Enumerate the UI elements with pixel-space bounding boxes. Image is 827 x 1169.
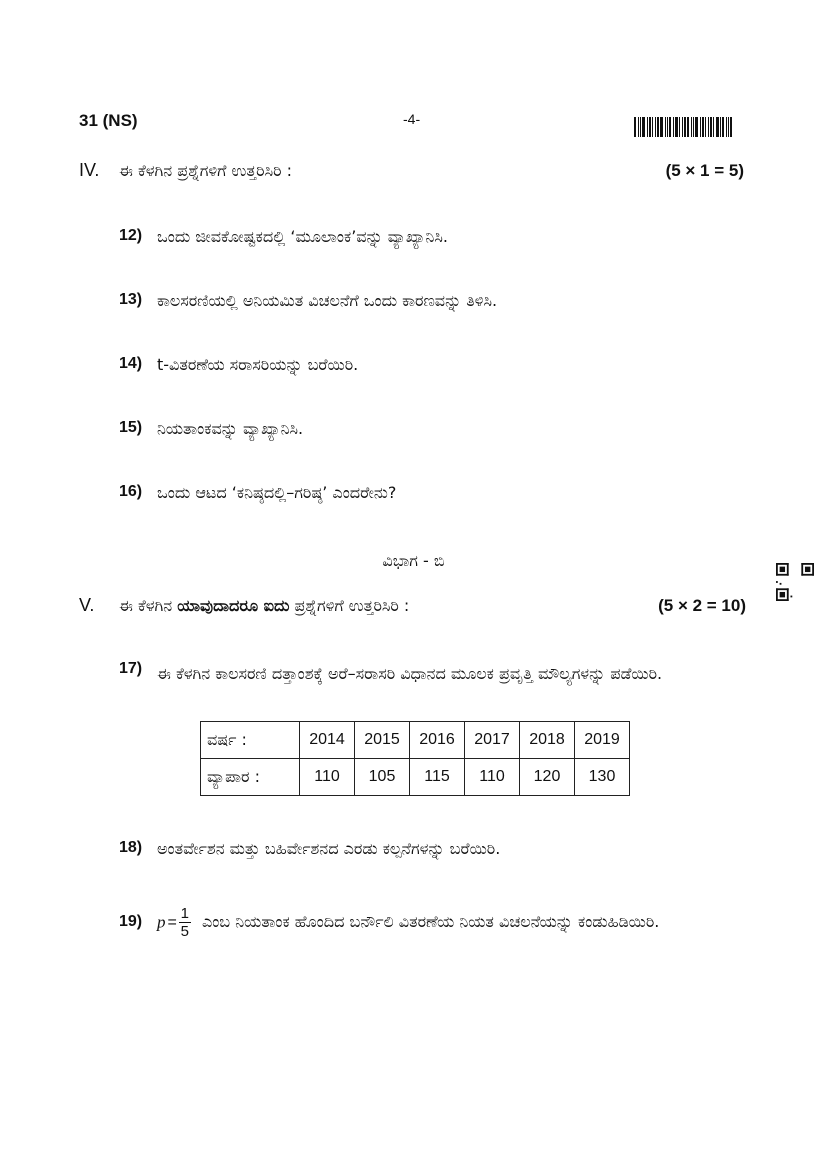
table-cell: 120 <box>520 759 575 796</box>
question-text: ಕಾಲಸರಣಿಯಲ್ಲಿ ಅನಿಯಮಿತ ವಿಚಲನೆಗೆ ಒಂದು ಕಾರಣವನ್ನು ತಿಳಿಸಿ. <box>157 291 498 310</box>
question-number: 16) <box>119 483 143 500</box>
variable-p: p <box>157 912 166 932</box>
table-cell: 2016 <box>410 722 465 759</box>
fraction-denominator: 5 <box>180 923 190 940</box>
section-v-marks: (5 × 2 = 10) <box>658 596 746 615</box>
question-18 <box>119 839 500 859</box>
table-cell: 2019 <box>575 722 630 759</box>
fraction <box>179 905 191 940</box>
table-row-label: ವ್ಯಾಪಾರ : <box>201 759 300 796</box>
table-cell: 130 <box>575 759 630 796</box>
question-text: t-ವಿತರಣೆಯ ಸರಾಸರಿಯನ್ನು ಬರೆಯಿರಿ. <box>157 355 359 374</box>
question-14 <box>119 355 358 375</box>
table-cell: 115 <box>410 759 465 796</box>
barcode <box>634 117 744 137</box>
question-number: 14) <box>119 355 143 372</box>
table-row <box>201 722 630 759</box>
question-text: ನಿಯತಾಂಕವನ್ನು ವ್ಯಾಖ್ಯಾನಿಸಿ. <box>157 419 304 438</box>
section-iv-instruction: ಈ ಕೆಳಗಿನ ಪ್ರಶ್ನೆಗಳಿಗೆ ಉತ್ತರಿಸಿರಿ : <box>119 161 293 180</box>
question-text-block <box>157 905 753 940</box>
instruction-emphasis: ಯಾವುದಾದರೂ ಐದು <box>177 596 290 615</box>
table-row-label: ವರ್ಷ : <box>201 722 300 759</box>
question-number: 13) <box>119 291 143 308</box>
table-row <box>201 759 630 796</box>
section-v-number: V. <box>79 595 95 615</box>
instruction-pre: ಈ ಕೆಳಗಿನ <box>119 596 178 615</box>
question-19 <box>119 905 753 940</box>
table-cell: 110 <box>300 759 355 796</box>
question-13 <box>119 291 497 311</box>
time-series-table <box>200 721 630 796</box>
question-number: 17) <box>119 660 143 677</box>
question-number: 15) <box>119 419 143 436</box>
question-text: ಅಂತರ್ವೇಶನ ಮತ್ತು ಬಹಿರ್ವೇಶನದ ಎರಡು ಕಲ್ಪನೆಗಳನ್ನು ಬರೆಯಿರಿ. <box>157 839 501 858</box>
paper-code: 31 (NS) <box>79 111 138 130</box>
question-text: ಎಂಬ ನಿಯತಾಂಕ ಹೊಂದಿದ ಬರ್ನೌಲಿ ವಿತರಣೆಯ ನಿಯತ ವಿಚಲನೆಯನ್ನು ಕಂಡುಹಿಡಿಯಿರಿ. <box>201 912 660 931</box>
page-number: -4- <box>403 111 421 127</box>
question-12 <box>119 227 448 247</box>
table-cell: 2018 <box>520 722 575 759</box>
table-cell: 110 <box>465 759 520 796</box>
question-16 <box>119 483 396 503</box>
table-cell: 2015 <box>355 722 410 759</box>
fraction-numerator: 1 <box>180 905 190 922</box>
equals-sign: = <box>167 913 177 931</box>
section-iv-number: IV. <box>79 160 100 180</box>
section-v-instruction <box>119 596 409 616</box>
question-number: 18) <box>119 839 143 856</box>
question-text: ಈ ಕೆಳಗಿನ ಕಾಲಸರಣಿ ದತ್ತಾಂಶಕ್ಕೆ ಅರೆ–ಸರಾಸರಿ ವಿಧಾನದ ಮೂಲಕ ಪ್ರವೃತ್ತಿ ಮೌಲ್ಯಗಳನ್ನು ಪಡೆಯಿರಿ. <box>157 664 663 683</box>
question-text: ಒಂದು ಜೀವಕೋಷ್ಟಕದಲ್ಲಿ ‘ಮೂಲಾಂಕ’ವನ್ನು ವ್ಯಾಖ್ಯಾನಿಸಿ. <box>157 227 448 246</box>
part-b-title: ವಿಭಾಗ - ಬಿ <box>382 551 445 570</box>
table-cell: 2017 <box>465 722 520 759</box>
table-cell: 105 <box>355 759 410 796</box>
question-17 <box>119 660 753 687</box>
section-iv-marks: (5 × 1 = 5) <box>665 161 744 180</box>
qr-code <box>776 563 814 601</box>
question-text: ಒಂದು ಆಟದ ‘ಕನಿಷ್ಠದಲ್ಲಿ–ಗರಿಷ್ಠ’ ಎಂದರೇನು? <box>157 483 397 502</box>
table-cell: 2014 <box>300 722 355 759</box>
question-number: 19) <box>119 913 143 930</box>
instruction-post: ಪ್ರಶ್ನೆಗಳಿಗೆ ಉತ್ತರಿಸಿರಿ : <box>289 596 410 615</box>
question-number: 12) <box>119 227 143 244</box>
question-15 <box>119 419 303 439</box>
